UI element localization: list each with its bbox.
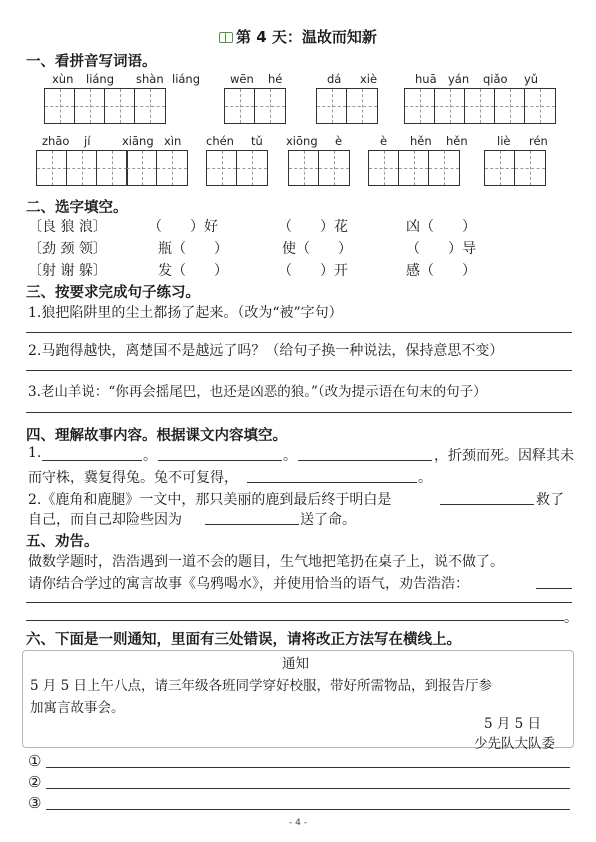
book-icon (219, 32, 233, 43)
sentence-question-3: 3.老山羊说：“你再会摇尾巴，也还是凶恶的狼。”（改为提示语在句末的句子） (28, 384, 487, 400)
pinyin: xùn (52, 72, 74, 86)
pinyin: xiōng (286, 134, 318, 148)
writing-grid[interactable] (368, 150, 460, 186)
fill-blank[interactable]: 瓶（ ） (158, 241, 228, 257)
section-6-heading: 六、下面是一则通知，里面有三处错误，请将改正方法写在横线上。 (26, 632, 461, 648)
advice-line-1: 做数学题时，浩浩遇到一道不会的题目，生气地把笔扔在桌子上，说不做了。 (28, 554, 504, 570)
fill-blank[interactable]: 感（ ） (406, 263, 476, 279)
writing-grid[interactable] (36, 150, 128, 186)
answer-line[interactable] (26, 412, 572, 413)
fill-blank[interactable]: （ ）开 (278, 263, 348, 279)
pinyin: hé (268, 72, 283, 86)
pinyin: hěn (446, 134, 468, 148)
section-1-heading: 一、看拼音写词语。 (26, 54, 157, 70)
answer-line[interactable] (46, 767, 570, 768)
pinyin: huā (415, 72, 437, 86)
writing-grid[interactable] (126, 150, 188, 186)
story-q2-line1: 2.《鹿角和鹿腿》一文中，那只美丽的鹿到最后终于明白是 (28, 492, 392, 508)
fill-line[interactable] (247, 482, 417, 483)
story-q2-end: 救了 (536, 492, 564, 508)
story-q1-mid: ，折颈而死。因释其未 (434, 448, 574, 464)
fill-blank[interactable]: 使（ ） (282, 241, 352, 257)
story-q1-number: 1. (28, 445, 42, 461)
pinyin: rén (529, 134, 548, 148)
pinyin: qiǎo (483, 72, 508, 86)
pinyin: è (380, 134, 388, 148)
section-3-heading: 三、按要求完成句子练习。 (26, 285, 200, 301)
pinyin: zhāo (42, 134, 70, 148)
fill-blank[interactable]: （ ）花 (278, 219, 348, 235)
fill-blank[interactable]: （ ）导 (406, 241, 476, 257)
answer-marker-3: ③ (28, 794, 42, 812)
pinyin: jí (84, 134, 91, 148)
pinyin: liè (497, 134, 511, 148)
section-2-heading: 二、选字填空。 (26, 200, 128, 216)
section-5-heading: 五、劝告。 (26, 534, 99, 550)
fill-blank[interactable]: 发（ ） (158, 263, 228, 279)
period-mark: 。 (283, 448, 297, 464)
page-number: - 4 - (289, 818, 307, 828)
story-q1-line2: 而守株，冀复得兔。兔不可复得， (28, 470, 238, 486)
notice-body-line-1: 5 月 5 日上午八点，请三年级各班同学穿好校服，带好所需物品，到报告厅参 (30, 678, 493, 694)
fill-line[interactable] (158, 460, 282, 461)
pinyin: chén (206, 134, 234, 148)
answer-marker-1: ① (28, 752, 42, 770)
answer-marker-2: ② (28, 773, 42, 791)
char-group: 〔良 狼 浪〕 (28, 219, 107, 235)
story-q2-line2a: 自己，而自己却险些因为 (28, 512, 182, 528)
period-mark: 。 (564, 610, 578, 626)
answer-line[interactable] (46, 788, 570, 789)
pinyin: yǔ (524, 72, 539, 86)
page-title (0, 26, 596, 47)
writing-grid[interactable] (404, 88, 556, 124)
notice-body-line-2: 加寓言故事会。 (30, 700, 125, 716)
pinyin: xiè (360, 72, 378, 86)
pinyin: tǔ (251, 134, 263, 148)
pinyin: xìn (164, 134, 182, 148)
fill-line[interactable] (440, 504, 534, 505)
fill-line[interactable] (205, 524, 299, 525)
period-mark: 。 (143, 448, 157, 464)
writing-grid[interactable] (316, 88, 378, 124)
fill-line[interactable] (42, 460, 142, 461)
answer-line[interactable] (536, 588, 572, 589)
fill-blank[interactable]: （ ）好 (148, 219, 218, 235)
fill-line[interactable] (298, 460, 432, 461)
section-4-heading: 四、理解故事内容。根据课文内容填空。 (26, 428, 287, 444)
fill-blank[interactable]: 凶（ ） (406, 219, 476, 235)
period-mark: 。 (418, 470, 432, 486)
pinyin: hěn (410, 134, 432, 148)
answer-line[interactable] (46, 809, 570, 810)
writing-grid[interactable] (484, 150, 546, 186)
pinyin: wēn (230, 72, 254, 86)
answer-line[interactable] (26, 602, 572, 603)
writing-grid[interactable] (224, 88, 286, 124)
char-group: 〔射 谢 躲〕 (28, 263, 107, 279)
advice-line-2: 请你结合学过的寓言故事《乌鸦喝水》，并使用恰当的语气，劝告浩浩： (28, 576, 469, 592)
story-q2-line2b: 送了命。 (300, 512, 356, 528)
pinyin: xiāng (122, 134, 154, 148)
writing-grid[interactable] (288, 150, 350, 186)
pinyin: liáng (172, 72, 201, 86)
char-group: 〔劲 颈 领〕 (28, 241, 107, 257)
notice-heading: 通知 (282, 656, 309, 672)
pinyin: yán (448, 72, 470, 86)
writing-grid[interactable] (206, 150, 268, 186)
sentence-question-1: 1.狼把陷阱里的尘土都扬了起来。（改为“被”字句） (28, 305, 343, 321)
answer-line[interactable] (26, 332, 572, 333)
answer-line[interactable] (26, 370, 572, 371)
page-title-text: 第 4 天：温故而知新 (236, 28, 377, 46)
notice-signer: 少先队大队委 (474, 736, 555, 752)
pinyin: liáng (86, 72, 115, 86)
writing-grid[interactable] (44, 88, 166, 124)
pinyin: dá (327, 72, 342, 86)
sentence-question-2: 2.马跑得越快，离楚国不是越远了吗？（给句子换一种说法，保持意思不变） (28, 343, 504, 359)
pinyin: shàn (136, 72, 164, 86)
pinyin: è (335, 134, 343, 148)
answer-line[interactable] (26, 620, 564, 621)
notice-date: 5 月 5 日 (484, 716, 542, 732)
